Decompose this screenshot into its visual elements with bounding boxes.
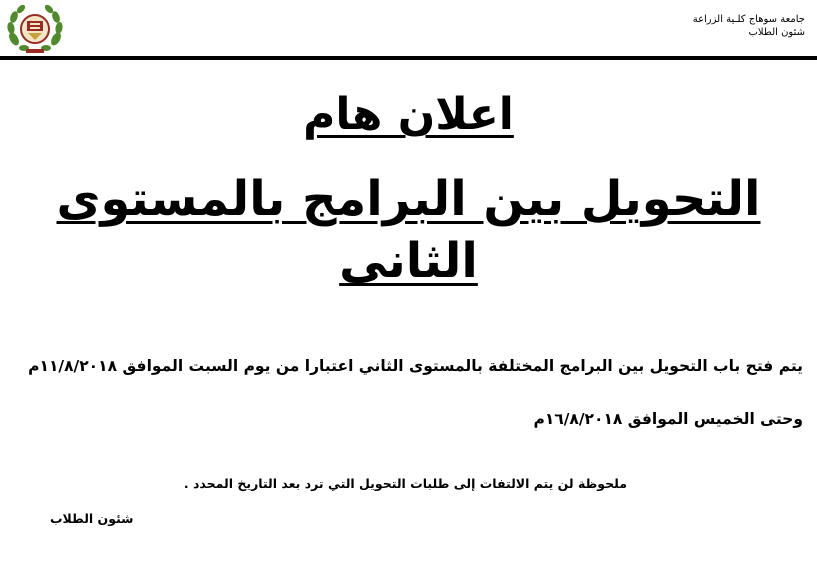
announcement-note: ملحوظة لن يتم الالتفات إلى طلبات التحويل التي ترد بعد التاريخ المحدد .: [183, 476, 627, 491]
issuing-office: [693, 13, 805, 39]
header-divider: [0, 56, 817, 60]
announcement-title: [0, 88, 817, 142]
department-line: شئون الطلاب: [748, 27, 805, 38]
announcement-body-line-1: يتم فتح باب التحويل بين البرامج المختلفة بالمستوى الثاني اعتبارا من يوم السبت الموافق ١١/٨/٢٠١٨م: [28, 357, 803, 375]
announcement-subtitle-text: التحويل بين البرامج بالمستوى الثانى: [56, 171, 761, 289]
faculty-logo-icon: [6, 3, 64, 55]
signature: شئون الطلاب: [50, 511, 134, 526]
university-line: جامعة سوهاج كلـية الزراعة: [692, 14, 805, 25]
announcement-subtitle: [0, 168, 817, 292]
announcement-title-text: اعلان هام: [303, 89, 514, 140]
announcement-body-line-2: وحتى الخميس الموافق ١٦/٨/٢٠١٨م: [533, 410, 803, 428]
